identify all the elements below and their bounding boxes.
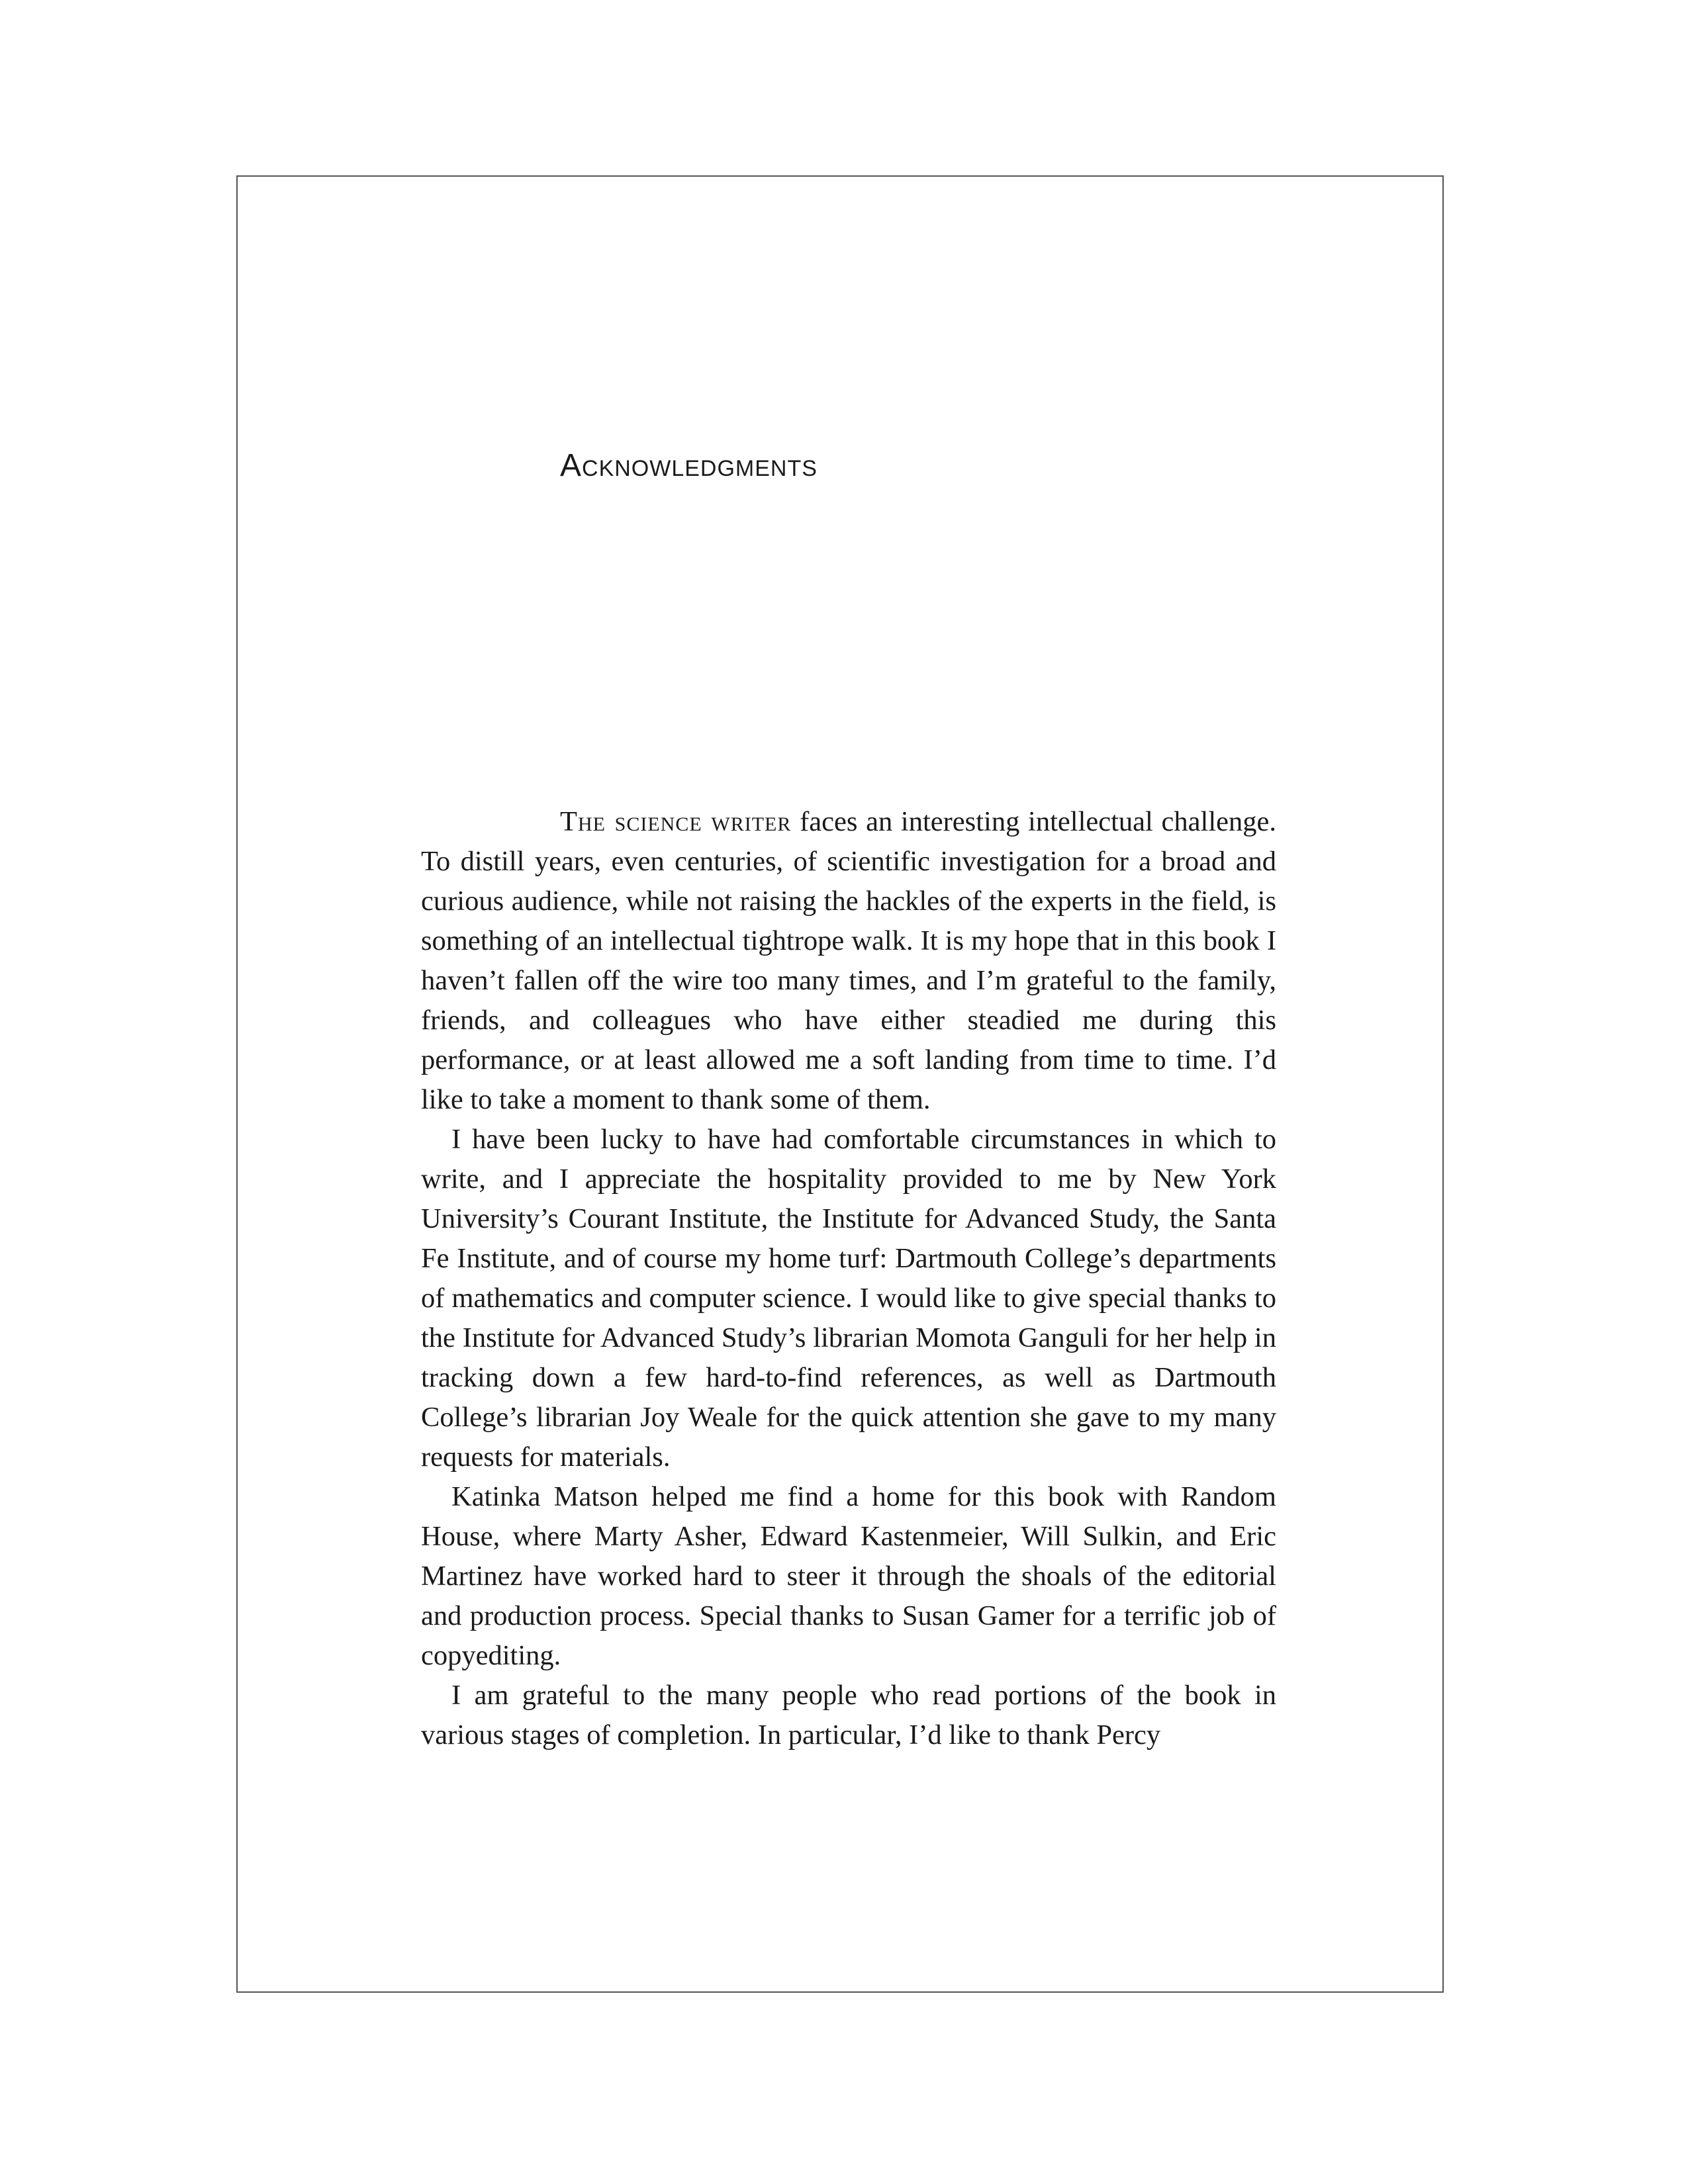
chapter-heading: Acknowledgments (560, 448, 818, 483)
paragraph-3: Katinka Matson helped me find a home for this book with Random House, where Marty Asher, Edward Kastenmeier, Will Sulkin, and Eric Martinez have worked hard to steer it through the shoals of the editorial and production process. Special thanks to Susan Gamer for a terrific job of copyediting. (421, 1481, 1276, 1671)
paragraph-1-text: faces an interesting intellectual challenge. To distill years, even centuries, of scientific investigation for a broad and curious audience, while not raising the hackles of the experts in the field, is something of an intellectual tightrope walk. It is my hope that in this book I haven’t fallen off the wire too many times, and I’m grateful to the family, friends, and colleagues who have either steadied me during this performance, or at least allowed me a soft landing from time to time. I’d like to take a moment to thank some of them. (421, 806, 1277, 1115)
paragraph-4: I am grateful to the many people who read portions of the book in various stages of completion. In particular, I’d like to thank Percy (421, 1680, 1276, 1751)
paragraph-1 (421, 802, 1276, 1120)
paragraph-2: I have been lucky to have had comfortable circumstances in which to write, and I appreciate the hospitality provided to me by New York University’s Courant Institute, the Institute for Advanced Study, the Santa Fe Institute, and of course my home turf: Dartmouth College’s departments of mathematics and computer science. I would like to give special thanks to the Institute for Advanced Study’s librarian Momota Ganguli for her help in tracking down a few hard-to-find references, as well as Dartmouth College’s librarian Joy Weale for the quick attention she gave to my many requests for materials. (421, 1124, 1276, 1473)
paragraph-1-lead-in: The science writer (560, 806, 792, 837)
body-text (421, 802, 1276, 1755)
